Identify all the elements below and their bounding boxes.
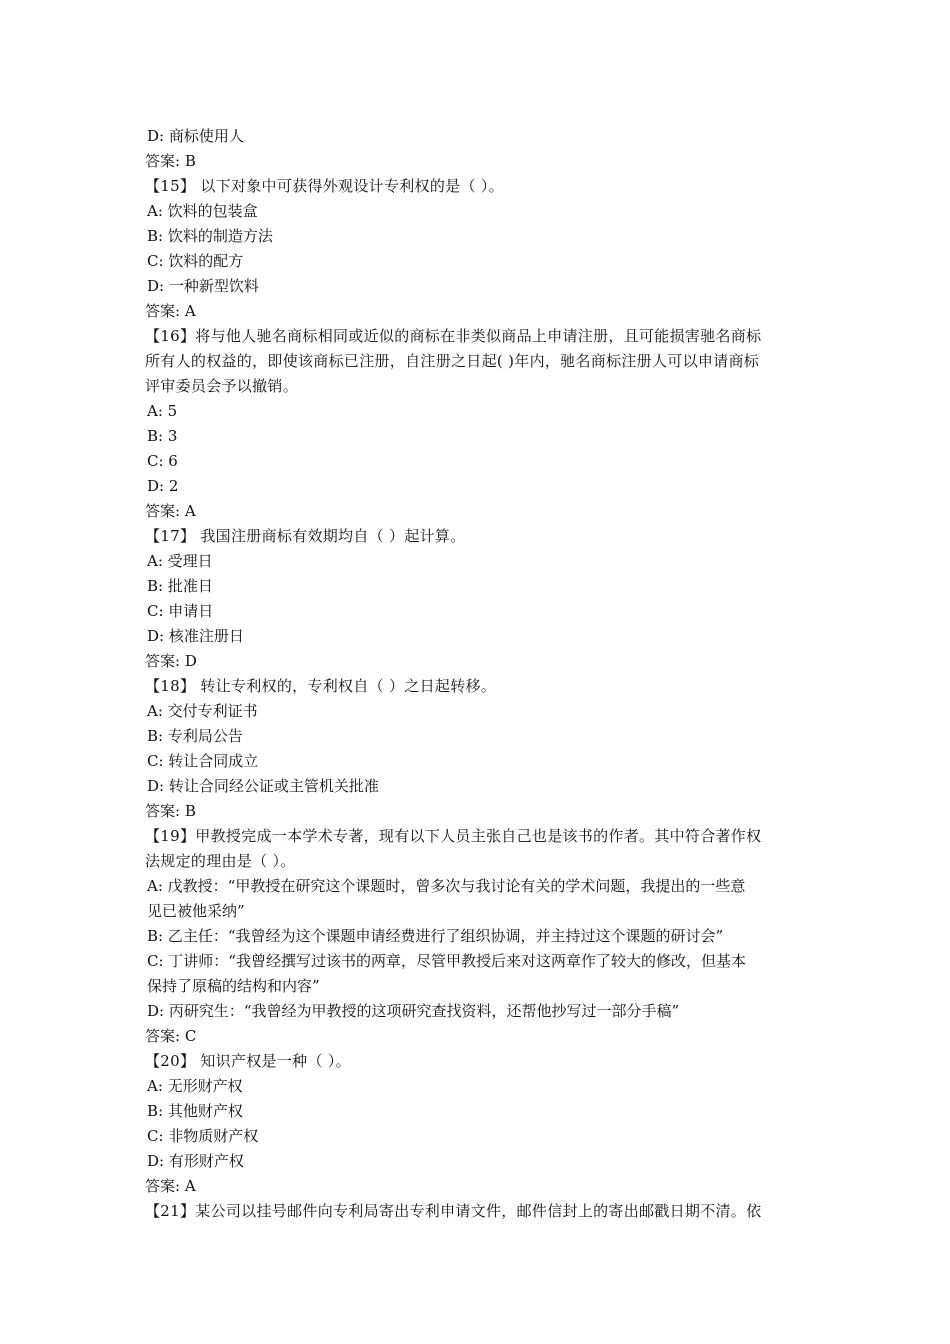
option-line: C: 申请日 (147, 602, 214, 620)
question-line: 【20】 知识产权是一种（ ）。 (145, 1052, 351, 1070)
option-line: B: 饮料的制造方法 (147, 227, 273, 245)
option-line: A: 5 (147, 402, 178, 420)
option-line: A: 受理日 (147, 552, 213, 570)
option-line: B: 乙主任：“我曾经为这个课题申请经费进行了组织协调，并主持过这个课题的研讨会” (147, 927, 724, 945)
option-line: D: 丙研究生：“我曾经为甲教授的这项研究查找资料，还帮他抄写过一部分手稿” (147, 1002, 680, 1020)
option-line: 保持了原稿的结构和内容” (147, 977, 320, 995)
option-line: A: 交付专利证书 (147, 702, 258, 720)
option-line: B: 专利局公告 (147, 727, 243, 745)
question-line: 【15】 以下对象中可获得外观设计专利权的是（ ）。 (145, 177, 504, 195)
option-line: D: 2 (147, 477, 179, 495)
answer-line: 答案: A (145, 1177, 196, 1195)
question-line: 【19】甲教授完成一本学术专著，现有以下人员主张自己也是该书的作者。其中符合著作权 (145, 827, 762, 845)
document-page (145, 124, 813, 1224)
option-line: D: 转让合同经公证或主管机关批准 (147, 777, 379, 795)
answer-line: 答案: B (145, 152, 196, 170)
question-line: 评审委员会予以撤销。 (145, 377, 299, 395)
option-line: B: 其他财产权 (147, 1102, 243, 1120)
option-line: C: 丁讲师：“我曾经撰写过该书的两章，尽管甲教授后来对这两章作了较大的修改，但基本 (147, 952, 746, 970)
answer-line: 答案: A (145, 502, 196, 520)
answer-line: 答案: D (145, 652, 197, 670)
question-line: 【16】将与他人驰名商标相同或近似的商标在非类似商品上申请注册，且可能损害驰名商标 (145, 327, 762, 345)
question-line: 【17】 我国注册商标有效期均自（ ）起计算。 (145, 527, 466, 545)
option-line: D: 商标使用人 (147, 127, 244, 145)
option-line: A: 戊教授：“甲教授在研究这个课题时，曾多次与我讨论有关的学术问题，我提出的一些意 (147, 877, 746, 895)
answer-line: 答案: C (145, 1027, 197, 1045)
question-line: 所有人的权益的，即使该商标已注册，自注册之日起( )年内，驰名商标注册人可以申请商标 (145, 352, 760, 370)
question-line: 【21】某公司以挂号邮件向专利局寄出专利申请文件，邮件信封上的寄出邮戳日期不清。依 (145, 1202, 762, 1220)
option-line: C: 转让合同成立 (147, 752, 259, 770)
answer-line: 答案: B (145, 802, 196, 820)
option-line: D: 有形财产权 (147, 1152, 244, 1170)
option-line: A: 无形财产权 (147, 1077, 243, 1095)
question-line: 【18】 转让专利权的，专利权自（ ）之日起转移。 (145, 677, 497, 695)
answer-line: 答案: A (145, 302, 196, 320)
option-line: C: 饮料的配方 (147, 252, 244, 270)
option-line: B: 3 (147, 427, 178, 445)
option-line: 见已被他采纳” (147, 902, 245, 920)
option-line: D: 核准注册日 (147, 627, 244, 645)
question-line: 法规定的理由是（ ）。 (145, 852, 296, 870)
option-line: C: 6 (147, 452, 178, 470)
option-line: D: 一种新型饮料 (147, 277, 259, 295)
option-line: B: 批准日 (147, 577, 213, 595)
option-line: A: 饮料的包装盒 (147, 202, 258, 220)
option-line: C: 非物质财产权 (147, 1127, 259, 1145)
